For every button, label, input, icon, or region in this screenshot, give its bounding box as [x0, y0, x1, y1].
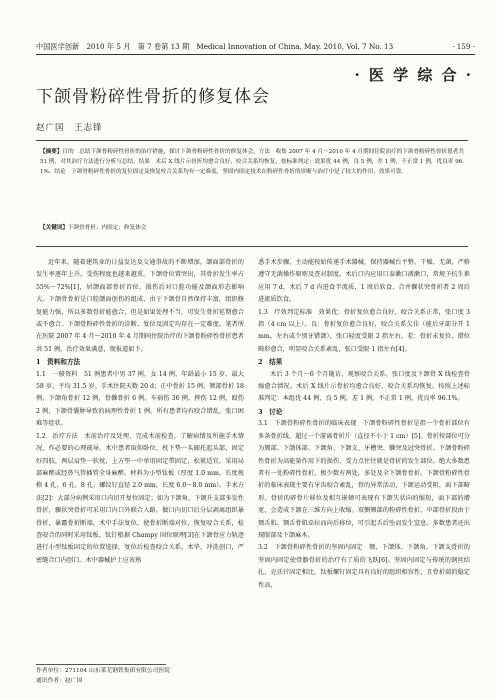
body-paragraph: 术后 3 个月～6 个月随访，观察咬合关系、张口度及下颌骨 X 线检查骨痂愈合情况。术后 X 线片示骨折均愈合良好，咬合关系均恢复。按照上述标准判定：本组优 44 例，良 5 例，差 1 例，不正常 1 例。优良率 96.1%。: [258, 370, 470, 403]
footnote: [36, 664, 171, 686]
left-column: [36, 257, 244, 567]
subsection-paragraph: 1.3 疗效判定标准 效果优：骨折复位愈合良好，咬合关系正常，张口度 3 指（4 cm 以上）。良：骨折复位愈合良好，咬合关系欠佳（能后牙部分开 1 mm，左右或个别牙错颌），张口轻度受限 2 指左右。差：骨折未复位，错位畸形愈合，明显咬合关系紊乱，张口受限 1 指左右[4]。: [258, 308, 470, 353]
article-authors: 赵广国 王志锋: [36, 123, 103, 133]
subsection-paragraph: 1.2 治疗方法 术前治疗及处理，完成术前检查，了解病情及所施手术情况，作必要的心理疏导。术中患者取仰卧位，枕下垫一头圈托起头部，固定好四肢，两层肩垫一软枕，上方垫一中单用固定带固定，松紧适宜。采用局部麻醉或经鼻气管插管全身麻醉。材料为小型钛板（厚度 1.0 mm，长度规格 4 孔、6 孔、8 孔，螺纹钉直径 2.0 mm，长度 6.0～8.0 mm）。手术方法[2]：大部分病例采用口内切开复位固定；如为下颌角、下颌升支部多发性骨折，骤状突骨折可采用口内口外联合入路。做口内切口后分层剥离组织暴骨折，暴露骨折断端。术中手法复位，使骨折断端对位，恢复咬合关系，检查咬合的同时采用钛板、钛钉根据 Champy 固位原理[3]在下颌骨应力轨迹进行小型钛板固定的位置选择，复位后检查咬合关系。术毕，冲洗创口，严密缝合口内创口。术中器械护士应该熟: [36, 432, 244, 564]
section-label: · 医 学 综 合 ·: [354, 66, 473, 84]
subsection-paragraph: 3.2 下颌骨粉碎性骨折的坚固内固定 颏、下颌体、下颌角、下颌支骨折的坚固内固定使骨骼骨折的治疗有了质的飞跃[6]。坚固内固定与传统的钢丝结扎、克氏针固定相比，钛板螺钉固定具有良好的组织相容性，且骨折端的稳定性高，: [258, 544, 470, 589]
subsection-paragraph: 1.1 一般资料 51 例患者中男 37 例，女 14 例，年龄最小 15 岁，最大 58 岁，平均 31.5 岁。手术住院天数 20 d；正中骨折 15 例，颏部骨折 18 例，下颌角骨折 12 例，骨髁骨折 6 例。车祸伤 36 例，摔伤 12 例，殴伤 2 例，下颌骨囊肿导致的病理性骨折 1 例。所有患者均有咬合错乱，张口困难等症状。: [36, 370, 244, 428]
footnote-author-unit: 作者单位：271104 山东莱芜钢铁集团有限公司医院: [36, 668, 171, 674]
keywords-text: 下颌骨骨折；内固定；修复体会: [67, 225, 147, 231]
keywords-label: 【关键词】: [40, 225, 68, 231]
article-title: 下颌骨粉碎性骨折的修复体会: [36, 87, 270, 107]
keywords: [40, 223, 464, 233]
body-paragraph: 悉手术步骤，主动能按始传递手术器械，保持器械台平整、干燥、无菌，严格遵守无菌操作原则及查对制度。术后口内应用口泰漱口液漱口，常规予抗生素应用 7 d，术后 7 d 内进食半流质，1 周后软食，合并髁状突骨折者 2 周后进流质饮食。: [258, 259, 470, 304]
body-paragraph: 近年来，随着建筑业的日益发达及交通事故的不断增加，颌面部骨折的发生率逐年上升。受伤程度也越来越重。下颌骨位置突出，其骨折发生率占 55%～72%[1]，居颌面部骨折首位，损伤后对口腔功能及颌面形态影响大。下颌骨骨折是口腔颌面创伤的组成，由于下颌骨自然保持丰富，组织修复能力强，所以多数骨折能愈合，但是如果处理不当，可发生骨折延期愈合或不愈合。下颌骨粉碎性骨折的诊断、复位及固定均存在一定难度。笔者所在医院 2007 年 4 月～2010 年 4 月期间住院治疗的下颌骨粉碎性骨折患者共 51 例，治疗效果满意，现报道如下。: [36, 259, 244, 353]
right-column: [258, 257, 470, 592]
abstract-box: [36, 140, 468, 247]
section-heading: 1 资料和方法: [36, 358, 81, 367]
abstract: [40, 147, 464, 178]
section-heading: 2 结果: [258, 358, 283, 367]
abstract-label: 【摘要】: [40, 149, 63, 155]
abstract-text: 目的 总结下颌骨粉碎性骨折的治疗措施，探讨下颌骨粉碎性骨折的修复体会。方法 收集 2007 年 4 月～2010 年 4 月期间住院治疗的下颌骨粉碎性骨折患者共 51 例，对其治疗方法进行分析与总结。结果 术后 X 线片示骨折均愈合良好，咬合关系均恢复，按标准判定：效果优 44 例，良 5 例，差 1 例，不正常 1 例，优良率 96.1%。结论 下颌骨粉碎性骨折的复位固定及恢复咬合关系均有一定难度，坚固内固定技术在粉碎性骨折的诊断与治疗中是了较大的作用，效果可靠。: [40, 149, 464, 176]
running-head-journal: 中国医学创新 2010 年 5 月 第 7 卷第 13 期 Medical Innovation of China, May. 2010, Vol. 7 No. 13: [36, 42, 394, 51]
footnote-correspondence: 通讯作者：赵广国: [36, 678, 83, 684]
page-number: · 159 ·: [452, 42, 475, 51]
running-head: [36, 40, 475, 55]
section-heading: 3 讨论: [258, 407, 283, 416]
subsection-paragraph: 3.1 下颌骨粉碎性骨折的临床表现 下颌骨粉碎性骨折是指一个骨折部位有多条骨折线，超过一个游离骨折片（直径不小于 1 cm）[5]。骨折按部位可分为颏部、下颌体部、下颌角、下颌支、牙槽突、髁突及冠突骨折。下颌骨粉碎性骨折为高能量作用下的损伤，受力点往往就是骨折的发生部位。绝大多数患者有一处粉碎性骨折，极少数有两处，多处及全下颌骨骨折。下颌骨粉碎性骨折的临床表现主要有牙齿咬合紊乱，骨的异常活动、下颌运动受阻，面下部畸形。骨折的碎骨片移位及相互嵌顿可表现有下颌失状向的缩短，面下部的增宽，会造成下颌在三维方向上收缩。双侧颏部的粉碎性骨折，中部骨折段由于颏舌肌、颏舌骨肌牵拉而向后移位，可引起舌后坠而发生窒息。多数患者还出现眼部及下颌麻木。: [258, 420, 470, 539]
